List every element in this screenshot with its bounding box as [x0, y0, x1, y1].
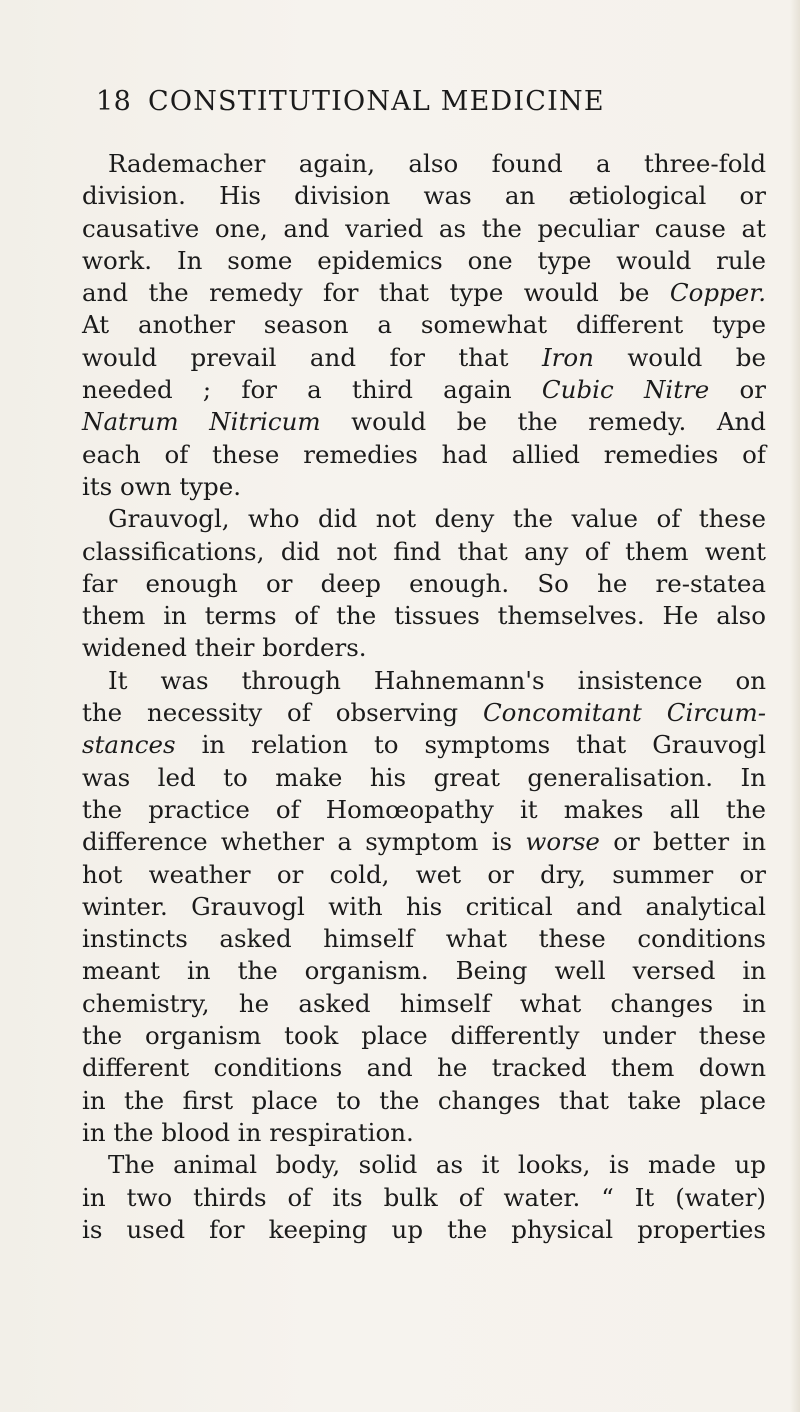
- text-line: [82, 762, 766, 794]
- text-run: would prevail and for that: [82, 342, 542, 372]
- text-line: [82, 277, 766, 309]
- text-run: At another season a somewhat different type: [82, 310, 766, 340]
- text-run: the organism took place differently under these: [82, 1021, 766, 1051]
- italic-run: stances: [82, 730, 176, 760]
- text-line: [82, 859, 766, 891]
- text-run: needed ; for a third again: [82, 375, 542, 405]
- text-line: [82, 697, 766, 729]
- text-run: would be the remedy. And: [320, 407, 766, 437]
- italic-run: Natrum Nitricum: [82, 407, 321, 437]
- text-run: them in terms of the tissues themselves. He also: [82, 601, 766, 631]
- text-line: [82, 536, 766, 568]
- text-line: [82, 1182, 766, 1214]
- text-run: chemistry, he asked himself what changes in: [82, 988, 766, 1018]
- text-run: in the first place to the changes that take place: [82, 1085, 766, 1115]
- text-line: [82, 1149, 766, 1181]
- text-run: division. His division was an ætiological or: [82, 181, 766, 211]
- italic-run: Concomitant Circum-: [482, 698, 766, 728]
- text-run: meant in the organism. Being well versed in: [82, 956, 766, 986]
- italic-run: Cubic Nitre: [541, 375, 710, 405]
- text-line: [82, 1085, 766, 1117]
- text-line: [82, 794, 766, 826]
- text-run: in the blood in respiration.: [82, 1117, 414, 1147]
- text-line: [82, 923, 766, 955]
- text-line: [82, 955, 766, 987]
- running-header: [96, 86, 736, 117]
- text-line: [82, 374, 766, 406]
- text-line: [82, 309, 766, 341]
- page-edge-shadow: [790, 0, 800, 1412]
- text-run: each of these remedies had allied remedies of: [82, 439, 766, 469]
- text-run: the necessity of observing: [82, 698, 483, 728]
- page-number: 18: [96, 86, 132, 117]
- text-run: is used for keeping up the physical properties: [82, 1214, 766, 1244]
- text-line: [82, 891, 766, 923]
- text-line: [82, 600, 766, 632]
- text-run: different conditions and he tracked them down: [82, 1053, 766, 1083]
- text-line: [82, 665, 766, 697]
- text-run: It was through Hahnemann's insistence on: [108, 665, 766, 695]
- text-run: or: [709, 375, 766, 405]
- text-run: causative one, and varied as the peculiar cause at: [82, 213, 766, 243]
- text-run: Rademacher again, also found a three-fold: [108, 149, 766, 178]
- italic-run: Copper.: [669, 278, 766, 308]
- text-run: the practice of Homœopathy it makes all the: [82, 794, 766, 824]
- text-run: hot weather or cold, wet or dry, summer or: [82, 859, 766, 889]
- text-line: [82, 342, 766, 374]
- text-line: [82, 1052, 766, 1084]
- text-line: [82, 988, 766, 1020]
- body-text: [82, 148, 766, 1246]
- text-line: [82, 1214, 766, 1246]
- text-line: [82, 245, 766, 277]
- text-run: instincts asked himself what these conditions: [82, 924, 766, 954]
- text-run: far enough or deep enough. So he re-statea: [82, 568, 766, 598]
- text-run: and the remedy for that type would be: [82, 278, 670, 308]
- text-run: in relation to symptoms that Grauvogl: [175, 730, 766, 760]
- text-line: [82, 213, 766, 245]
- italic-run: Iron: [541, 342, 594, 372]
- text-run: work. In some epidemics one type would rule: [82, 245, 766, 275]
- text-line: [82, 1117, 766, 1149]
- text-line: [82, 148, 766, 180]
- text-line: [82, 439, 766, 471]
- text-line: [82, 729, 766, 761]
- text-line: [82, 1020, 766, 1052]
- running-title: CONSTITUTIONAL MEDICINE: [148, 86, 605, 117]
- text-run: in two thirds of its bulk of water. “ It (water): [82, 1182, 766, 1212]
- text-run: winter. Grauvogl with his critical and analytical: [82, 891, 766, 921]
- text-run: difference whether a symptom is: [82, 827, 526, 857]
- text-line: [82, 826, 766, 858]
- text-line: [82, 632, 766, 664]
- text-line: [82, 406, 766, 438]
- text-run: its own type.: [82, 471, 241, 501]
- text-run: or better in: [599, 827, 766, 857]
- text-run: Grauvogl, who did not deny the value of these: [108, 504, 766, 534]
- text-line: [82, 471, 766, 503]
- text-run: classifications, did not find that any of them went: [82, 536, 766, 566]
- text-line: [82, 503, 766, 535]
- text-run: widened their borders.: [82, 633, 367, 663]
- italic-run: worse: [525, 827, 600, 857]
- text-line: [82, 568, 766, 600]
- text-line: [82, 180, 766, 212]
- text-run: The animal body, solid as it looks, is made up: [108, 1150, 766, 1180]
- text-run: would be: [593, 342, 766, 372]
- text-run: was led to make his great generalisation. In: [82, 762, 766, 792]
